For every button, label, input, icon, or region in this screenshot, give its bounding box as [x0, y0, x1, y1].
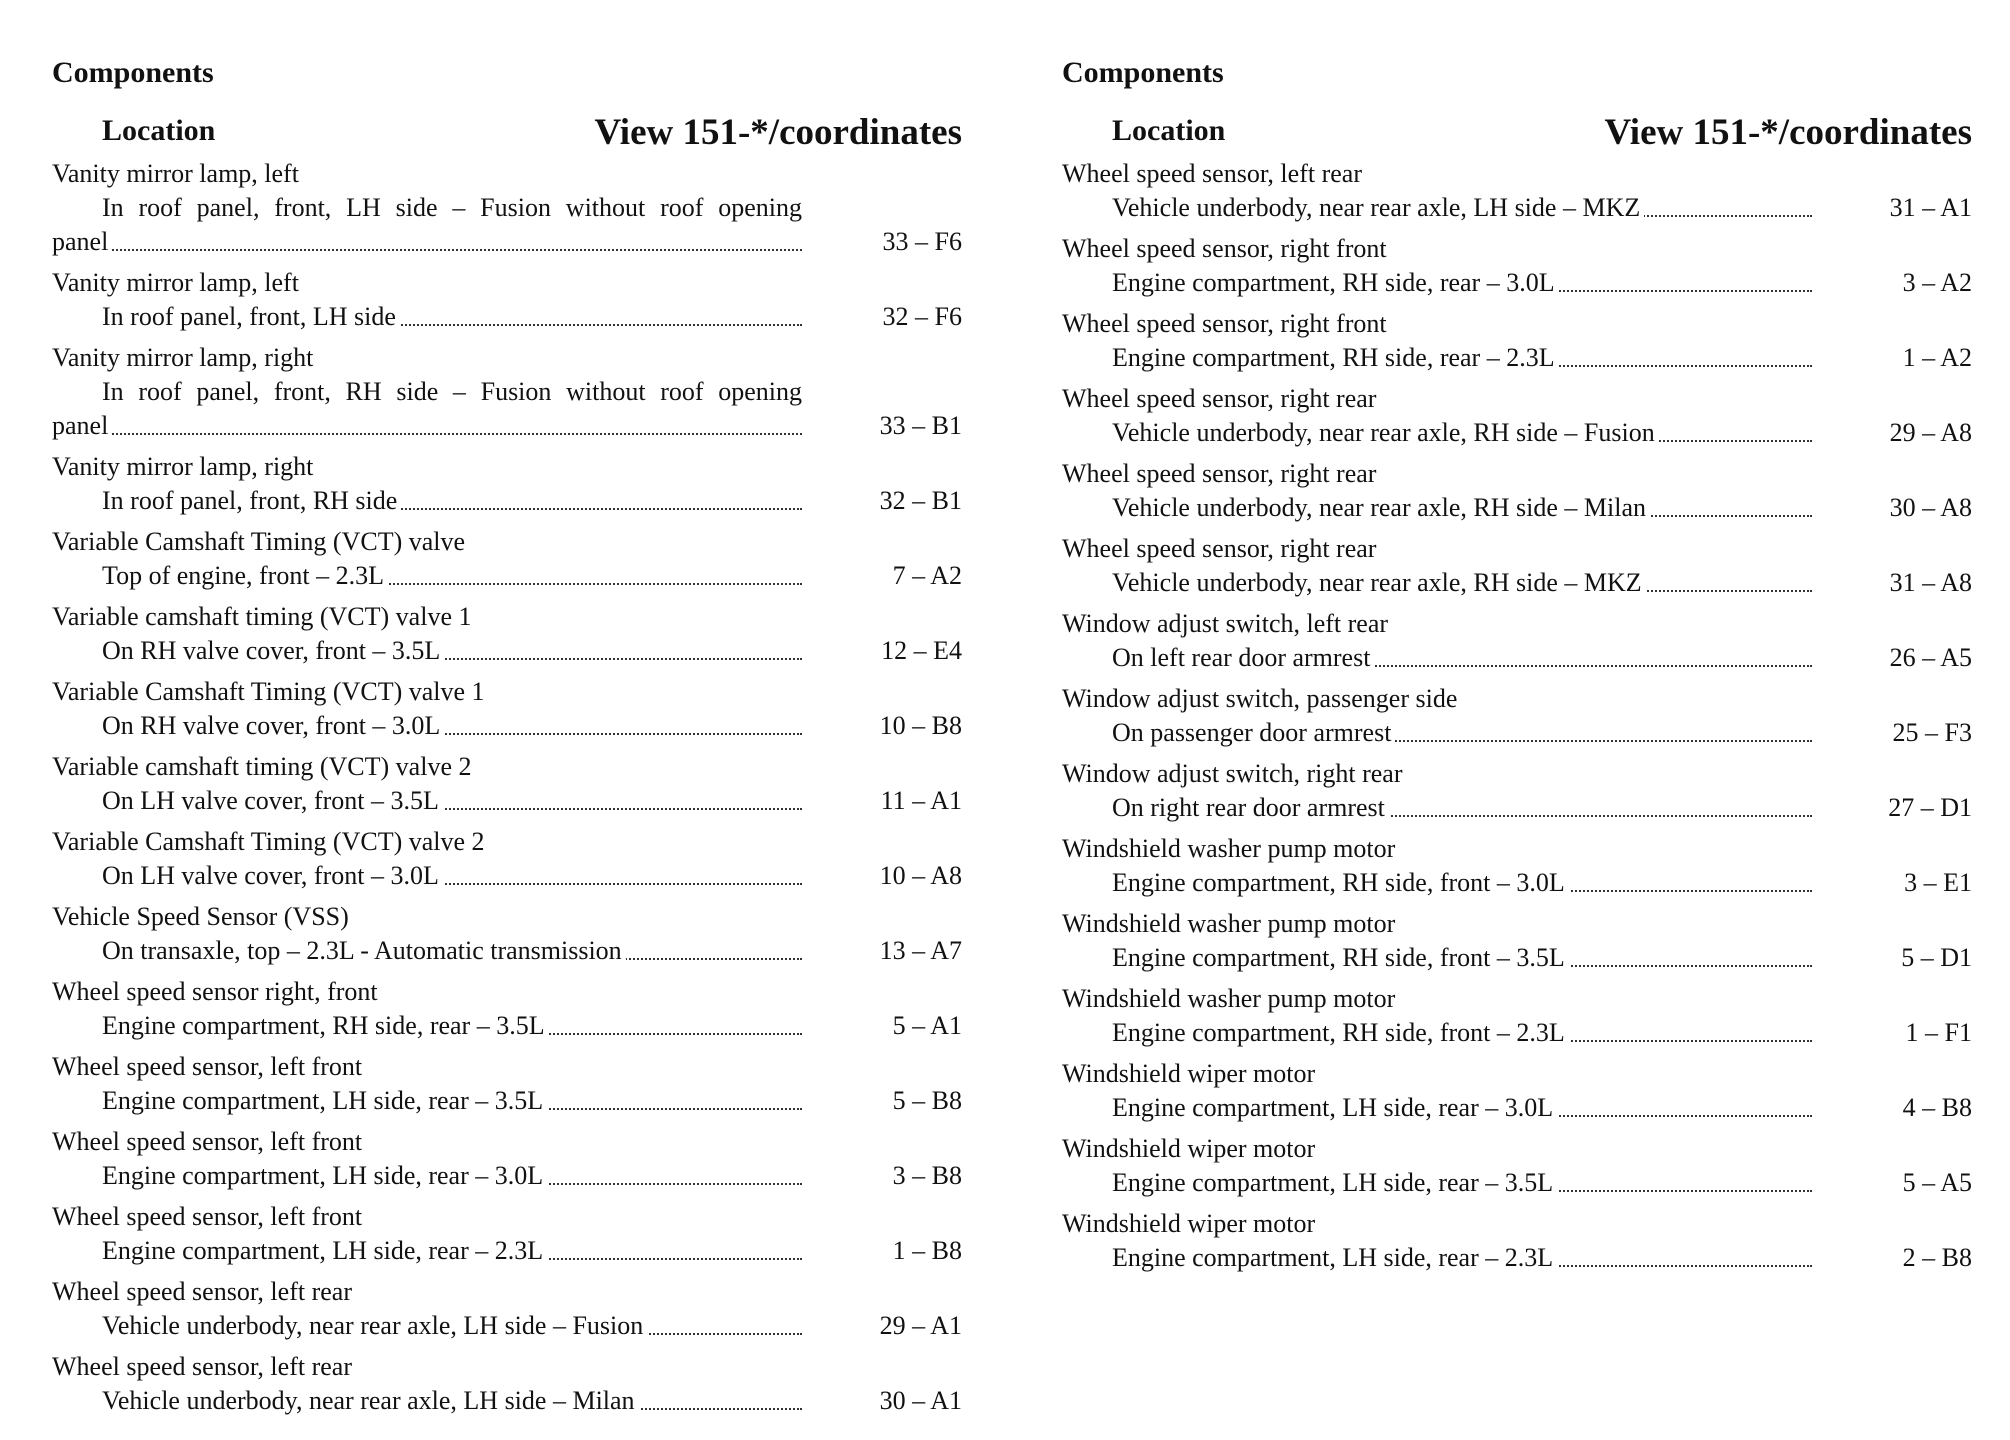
- component-detail: [52, 1384, 962, 1418]
- component-name: Vanity mirror lamp, right: [52, 452, 314, 481]
- component-location: Engine compartment, LH side, rear – 3.5L: [52, 1084, 547, 1118]
- component-detail: [1062, 566, 1972, 600]
- view-coordinate: 12 – E4: [881, 636, 962, 665]
- component-detail: [52, 1309, 962, 1343]
- component-location: Vehicle underbody, near rear axle, RH side – Milan: [1062, 491, 1650, 525]
- component-entry: [1062, 1132, 1972, 1200]
- component-name: Variable camshaft timing (VCT) valve 2: [52, 752, 472, 781]
- component-detail: [52, 934, 962, 968]
- component-entry: [52, 675, 962, 743]
- component-name: Wheel speed sensor, right rear: [1062, 534, 1377, 563]
- component-location: On transaxle, top – 2.3L - Automatic transmission: [52, 934, 626, 968]
- component-name: Wheel speed sensor, left rear: [1062, 159, 1362, 188]
- component-location: Top of engine, front – 2.3L: [52, 559, 388, 593]
- component-location: On LH valve cover, front – 3.0L: [52, 859, 443, 893]
- component-name: Wheel speed sensor, left rear: [52, 1352, 352, 1381]
- view-coordinate: 11 – A1: [880, 786, 962, 815]
- component-entry: [1062, 832, 1972, 900]
- component-location: Engine compartment, RH side, rear – 2.3L: [1062, 341, 1559, 375]
- view-coordinate: 30 – A1: [879, 1386, 962, 1415]
- view-coordinate: 7 – A2: [892, 561, 962, 590]
- component-name: Windshield washer pump motor: [1062, 909, 1396, 938]
- component-entry: [52, 900, 962, 968]
- component-detail: [52, 1009, 962, 1043]
- component-detail: [52, 1159, 962, 1193]
- view-coordinate: 5 – D1: [1901, 943, 1972, 972]
- view-coordinate: 32 – B1: [879, 486, 962, 515]
- component-location: On RH valve cover, front – 3.5L: [52, 634, 444, 668]
- component-entry: [52, 1350, 962, 1418]
- component-location: On right rear door armrest: [1062, 791, 1389, 825]
- component-name: Variable camshaft timing (VCT) valve 1: [52, 602, 472, 631]
- component-location: Vehicle underbody, near rear axle, RH side – Fusion: [1062, 416, 1659, 450]
- view-coordinate: 29 – A1: [879, 1311, 962, 1340]
- component-location: Engine compartment, RH side, rear – 3.0L: [1062, 266, 1559, 300]
- component-entry: [52, 450, 962, 518]
- component-location: On LH valve cover, front – 3.5L: [52, 784, 443, 818]
- component-name: Windshield wiper motor: [1062, 1059, 1316, 1088]
- component-entry: [52, 750, 962, 818]
- component-name: Vanity mirror lamp, left: [52, 268, 299, 297]
- component-name: Windshield washer pump motor: [1062, 834, 1396, 863]
- component-name: Variable Camshaft Timing (VCT) valve: [52, 527, 466, 556]
- component-list: [52, 157, 962, 1425]
- component-location: Vehicle underbody, near rear axle, RH side – MKZ: [1062, 566, 1646, 600]
- component-name: Windshield washer pump motor: [1062, 984, 1396, 1013]
- component-entry: [1062, 382, 1972, 450]
- component-entry: [1062, 757, 1972, 825]
- component-location: Engine compartment, LH side, rear – 2.3L: [1062, 1241, 1557, 1275]
- component-entry: [1062, 607, 1972, 675]
- component-location: Engine compartment, RH side, front – 2.3L: [1062, 1016, 1569, 1050]
- component-entry: [52, 1275, 962, 1343]
- component-entry: [1062, 682, 1972, 750]
- component-entry: [1062, 457, 1972, 525]
- component-entry: [52, 525, 962, 593]
- component-detail: [52, 375, 962, 443]
- component-location: Engine compartment, RH side, front – 3.5L: [1062, 941, 1569, 975]
- view-coordinate: 2 – B8: [1902, 1243, 1972, 1272]
- component-detail: [1062, 266, 1972, 300]
- component-name: Vanity mirror lamp, left: [52, 159, 299, 188]
- component-entry: [1062, 907, 1972, 975]
- component-entry: [1062, 532, 1972, 600]
- component-name: Wheel speed sensor, right rear: [1062, 459, 1377, 488]
- component-detail: [52, 784, 962, 818]
- view-coordinate: 1 – B8: [892, 1236, 962, 1265]
- component-entry: [52, 1125, 962, 1193]
- component-location: Engine compartment, LH side, rear – 2.3L: [52, 1234, 547, 1268]
- view-coordinate: 3 – B8: [892, 1161, 962, 1190]
- component-detail: [52, 300, 962, 334]
- component-location: Vehicle underbody, near rear axle, LH side – Milan: [52, 1384, 639, 1418]
- view-coordinate: 33 – F6: [882, 227, 962, 256]
- component-location: Engine compartment, LH side, rear – 3.5L: [1062, 1166, 1557, 1200]
- component-location-continued: panel: [52, 225, 112, 259]
- component-location: On left rear door armrest: [1062, 641, 1374, 675]
- view-coordinate: 29 – A8: [1889, 418, 1972, 447]
- component-name: Variable Camshaft Timing (VCT) valve 2: [52, 827, 485, 856]
- component-entry: [52, 157, 962, 259]
- component-detail: [52, 1234, 962, 1268]
- view-coordinate: 5 – A5: [1902, 1168, 1972, 1197]
- component-detail: [1062, 641, 1972, 675]
- component-location-continued: panel: [52, 409, 112, 443]
- view-coordinate: 5 – B8: [892, 1086, 962, 1115]
- view-coordinate: 25 – F3: [1892, 718, 1972, 747]
- component-name: Vehicle Speed Sensor (VSS): [52, 902, 349, 931]
- location-column-header: Location: [102, 114, 216, 147]
- view-coordinate: 1 – F1: [1905, 1018, 1972, 1047]
- component-detail: [1062, 1241, 1972, 1275]
- component-location: In roof panel, front, LH side: [52, 300, 400, 334]
- view-coordinate: 30 – A8: [1889, 493, 1972, 522]
- component-name: Wheel speed sensor, left front: [52, 1127, 363, 1156]
- component-location: In roof panel, front, RH side – Fusion without roof opening: [102, 377, 802, 406]
- component-location: Vehicle underbody, near rear axle, LH side – MKZ: [1062, 191, 1644, 225]
- component-entry: [1062, 307, 1972, 375]
- view-coordinate: 13 – A7: [879, 936, 962, 965]
- component-entry: [1062, 157, 1972, 225]
- component-detail: [1062, 491, 1972, 525]
- view-coordinate: 10 – B8: [879, 711, 962, 740]
- component-location: Engine compartment, LH side, rear – 3.0L: [52, 1159, 547, 1193]
- component-name: Wheel speed sensor, right front: [1062, 309, 1387, 338]
- component-detail: [1062, 1016, 1972, 1050]
- view-coordinate: 1 – A2: [1902, 343, 1972, 372]
- component-entry: [52, 341, 962, 443]
- view-coordinate: 3 – E1: [1904, 868, 1972, 897]
- view-coordinate: 32 – F6: [882, 302, 962, 331]
- component-detail: [52, 484, 962, 518]
- component-entry: [52, 266, 962, 334]
- component-detail: [52, 859, 962, 893]
- component-detail: [1062, 716, 1972, 750]
- component-location: Engine compartment, RH side, rear – 3.5L: [52, 1009, 549, 1043]
- component-detail: [1062, 416, 1972, 450]
- component-entry: [1062, 1207, 1972, 1275]
- view-coordinate: 5 – A1: [892, 1011, 962, 1040]
- component-name: Window adjust switch, left rear: [1062, 609, 1389, 638]
- view-coordinate: 3 – A2: [1902, 268, 1972, 297]
- component-name: Wheel speed sensor, left rear: [52, 1277, 352, 1306]
- view-coordinates-column-header: View 151-*/coordinates: [1604, 112, 1972, 153]
- component-location: Engine compartment, LH side, rear – 3.0L: [1062, 1091, 1557, 1125]
- component-location: In roof panel, front, RH side: [52, 484, 401, 518]
- component-name: Window adjust switch, right rear: [1062, 759, 1403, 788]
- view-coordinate: 26 – A5: [1889, 643, 1972, 672]
- component-detail: [1062, 941, 1972, 975]
- section-title: Components: [52, 56, 214, 89]
- component-entry: [52, 600, 962, 668]
- component-location: On RH valve cover, front – 3.0L: [52, 709, 444, 743]
- component-entry: [52, 1050, 962, 1118]
- component-location: On passenger door armrest: [1062, 716, 1395, 750]
- component-name: Window adjust switch, passenger side: [1062, 684, 1458, 713]
- view-coordinates-column-header: View 151-*/coordinates: [594, 112, 962, 153]
- component-name: Wheel speed sensor, right rear: [1062, 384, 1377, 413]
- component-detail: [52, 559, 962, 593]
- component-detail: [1062, 1091, 1972, 1125]
- component-name: Wheel speed sensor, left front: [52, 1052, 363, 1081]
- component-name: Wheel speed sensor right, front: [52, 977, 378, 1006]
- component-location: Engine compartment, RH side, front – 3.0L: [1062, 866, 1569, 900]
- component-name: Vanity mirror lamp, right: [52, 343, 314, 372]
- component-entry: [1062, 982, 1972, 1050]
- component-name: Windshield wiper motor: [1062, 1209, 1316, 1238]
- component-entry: [52, 975, 962, 1043]
- view-coordinate: 10 – A8: [879, 861, 962, 890]
- component-entry: [52, 825, 962, 893]
- view-coordinate: 31 – A8: [1889, 568, 1972, 597]
- component-detail: [1062, 791, 1972, 825]
- component-detail: [52, 634, 962, 668]
- component-entry: [1062, 1057, 1972, 1125]
- view-coordinate: 31 – A1: [1889, 193, 1972, 222]
- component-entry: [1062, 232, 1972, 300]
- component-location: Vehicle underbody, near rear axle, LH side – Fusion: [52, 1309, 647, 1343]
- view-coordinate: 27 – D1: [1888, 793, 1972, 822]
- component-detail: [1062, 341, 1972, 375]
- component-name: Variable Camshaft Timing (VCT) valve 1: [52, 677, 485, 706]
- component-name: Wheel speed sensor, right front: [1062, 234, 1387, 263]
- component-detail: [1062, 1166, 1972, 1200]
- component-detail: [1062, 191, 1972, 225]
- component-detail: [1062, 866, 1972, 900]
- component-name: Wheel speed sensor, left front: [52, 1202, 363, 1231]
- component-detail: [52, 191, 962, 259]
- component-detail: [52, 1084, 962, 1118]
- component-entry: [52, 1200, 962, 1268]
- component-list: [1062, 157, 1972, 1282]
- view-coordinate: 33 – B1: [879, 411, 962, 440]
- section-title: Components: [1062, 56, 1224, 89]
- location-column-header: Location: [1112, 114, 1226, 147]
- view-coordinate: 4 – B8: [1902, 1093, 1972, 1122]
- component-location: In roof panel, front, LH side – Fusion without roof opening: [102, 193, 802, 222]
- component-name: Windshield wiper motor: [1062, 1134, 1316, 1163]
- component-detail: [52, 709, 962, 743]
